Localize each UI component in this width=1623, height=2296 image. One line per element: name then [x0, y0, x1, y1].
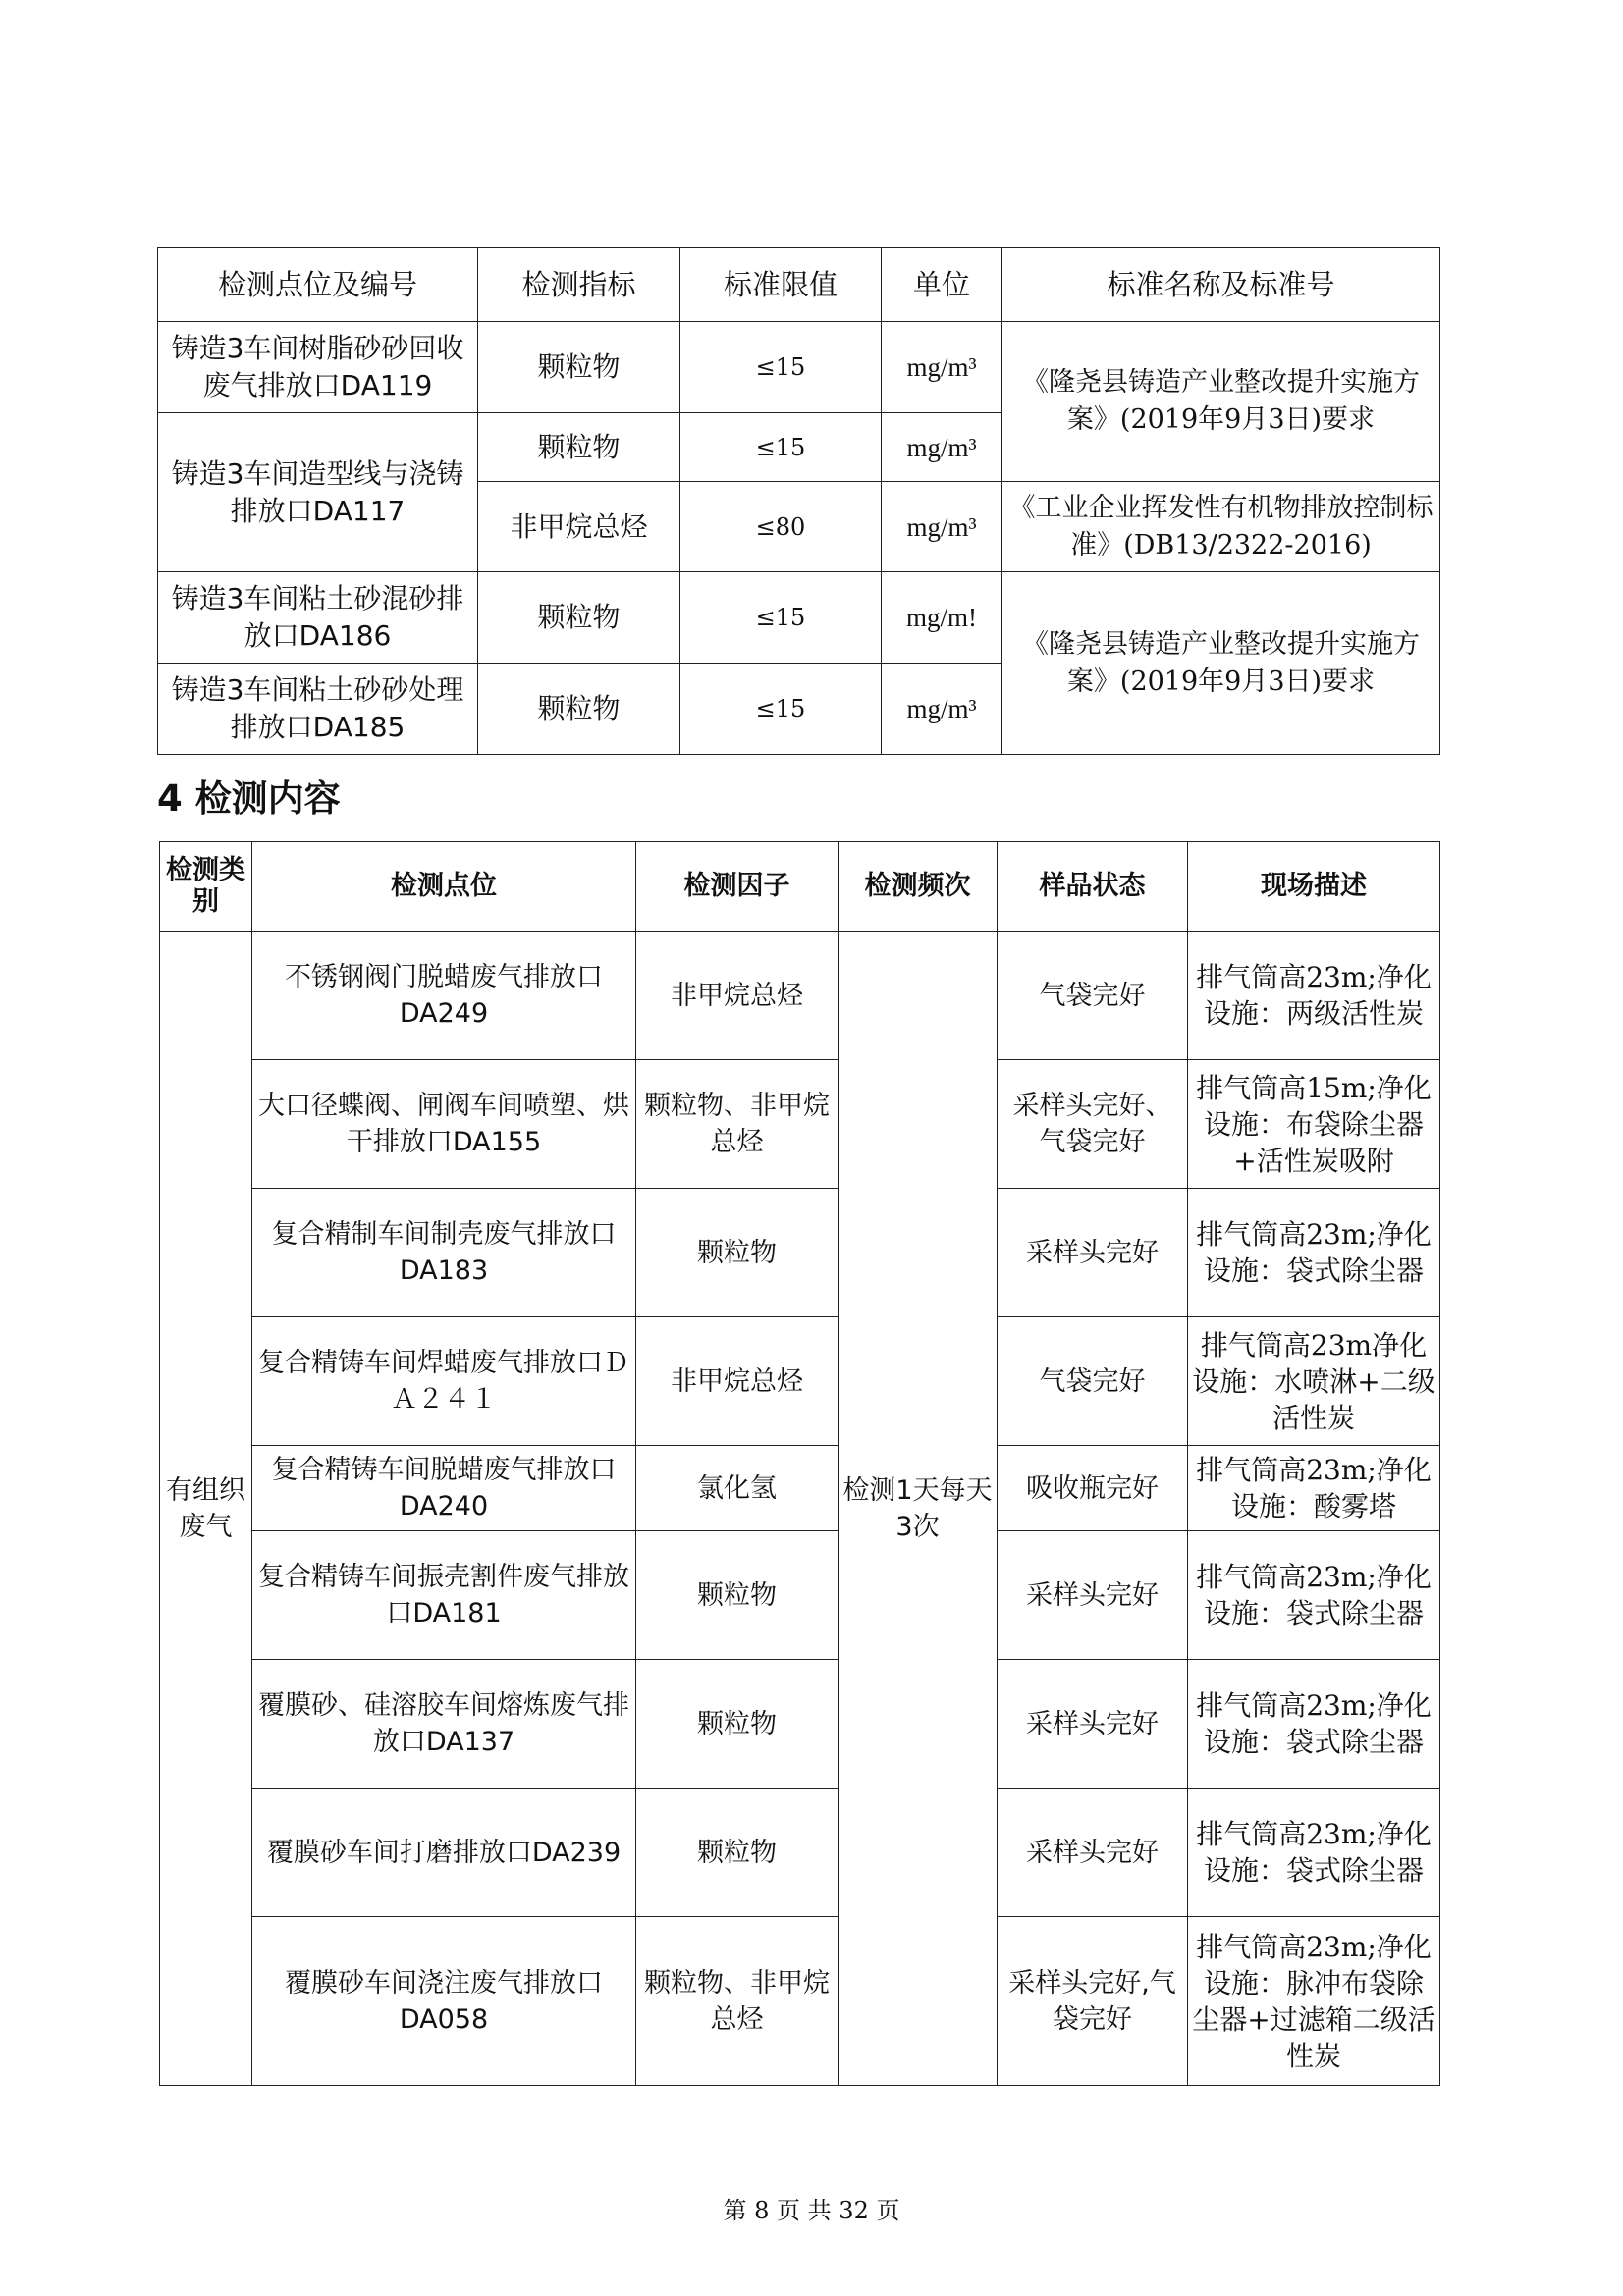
point-cell: 铸造3车间粘土砂砂处理排放口DA185 — [158, 664, 478, 755]
desc-cell: 排气筒高23m;净化设施：袋式除尘器 — [1188, 1660, 1440, 1789]
factor-cell: 颗粒物 — [636, 1789, 839, 1917]
limit-cell: ≤15 — [680, 572, 882, 664]
point-cell: 复合精铸车间振壳割件废气排放口DA181 — [252, 1531, 636, 1660]
desc-cell: 排气筒高23m;净化设施：袋式除尘器 — [1188, 1189, 1440, 1317]
header-cell: 样品状态 — [998, 842, 1188, 932]
point-cell: 复合精制车间制壳废气排放口DA183 — [252, 1189, 636, 1317]
state-cell: 采样头完好 — [998, 1531, 1188, 1660]
point-cell: 覆膜砂车间浇注废气排放口DA058 — [252, 1917, 636, 2086]
indicator-cell: 颗粒物 — [478, 572, 680, 664]
limit-cell: ≤15 — [680, 664, 882, 755]
state-cell: 气袋完好 — [998, 932, 1188, 1060]
table-row — [158, 322, 1440, 413]
state-cell: 采样头完好 — [998, 1660, 1188, 1789]
page-footer: 第 8 页 共 32 页 — [723, 2197, 900, 2224]
unit-cell: mg/m! — [882, 572, 1002, 664]
table-row — [160, 1189, 1440, 1317]
table-row — [160, 1446, 1440, 1531]
point-cell: 覆膜砂车间打磨排放口DA239 — [252, 1789, 636, 1917]
table-header-row — [160, 842, 1440, 932]
desc-cell: 排气筒高23m;净化设施：袋式除尘器 — [1188, 1789, 1440, 1917]
indicator-cell: 颗粒物 — [478, 413, 680, 482]
point-cell: 大口径蝶阀、闸阀车间喷塑、烘干排放口DA155 — [252, 1060, 636, 1189]
table-row — [160, 1060, 1440, 1189]
table-row — [160, 1660, 1440, 1789]
table-header-row — [158, 248, 1440, 322]
table-row — [158, 572, 1440, 664]
factor-cell: 颗粒物 — [636, 1531, 839, 1660]
state-cell: 采样头完好 — [998, 1789, 1188, 1917]
header-cell: 现场描述 — [1188, 842, 1440, 932]
state-cell: 气袋完好 — [998, 1317, 1188, 1446]
unit-cell: mg/m³ — [882, 664, 1002, 755]
indicator-cell: 颗粒物 — [478, 322, 680, 413]
header-cell: 检测指标 — [478, 248, 680, 322]
indicator-cell: 颗粒物 — [478, 664, 680, 755]
factor-cell: 非甲烷总烃 — [636, 932, 839, 1060]
state-cell: 采样头完好,气袋完好 — [998, 1917, 1188, 2086]
factor-cell: 颗粒物、非甲烷总烃 — [636, 1917, 839, 2086]
table-row — [160, 1789, 1440, 1917]
limit-cell: ≤15 — [680, 413, 882, 482]
state-cell: 吸收瓶完好 — [998, 1446, 1188, 1531]
unit-cell: mg/m³ — [882, 413, 1002, 482]
factor-cell: 颗粒物 — [636, 1189, 839, 1317]
detection-table — [159, 841, 1440, 2086]
point-cell: 复合精铸车间焊蜡废气排放口ＤＡ２４１ — [252, 1317, 636, 1446]
desc-cell: 排气筒高23m;净化设施：袋式除尘器 — [1188, 1531, 1440, 1660]
section-title: 4 检测内容 — [157, 777, 341, 820]
desc-cell: 排气筒高23m;净化设施：脉冲布袋除尘器+过滤箱二级活性炭 — [1188, 1917, 1440, 2086]
header-cell: 检测频次 — [839, 842, 998, 932]
standard-cell: 《隆尧县铸造产业整改提升实施方案》(2019年9月3日)要求 — [1002, 572, 1440, 755]
limit-cell: ≤15 — [680, 322, 882, 413]
header-cell: 检测点位 — [252, 842, 636, 932]
header-cell: 标准名称及标准号 — [1002, 248, 1440, 322]
limit-cell: ≤80 — [680, 482, 882, 572]
point-cell: 铸造3车间粘土砂混砂排放口DA186 — [158, 572, 478, 664]
header-cell: 检测类别 — [160, 842, 252, 932]
standard-cell: 《隆尧县铸造产业整改提升实施方案》(2019年9月3日)要求 — [1002, 322, 1440, 482]
header-cell: 单位 — [882, 248, 1002, 322]
header-cell: 检测因子 — [636, 842, 839, 932]
standards-table — [157, 247, 1440, 755]
factor-cell: 非甲烷总烃 — [636, 1317, 839, 1446]
desc-cell: 排气筒高23m;净化设施：两级活性炭 — [1188, 932, 1440, 1060]
factor-cell: 氯化氢 — [636, 1446, 839, 1531]
point-cell: 铸造3车间树脂砂砂回收废气排放口DA119 — [158, 322, 478, 413]
state-cell: 采样头完好 — [998, 1189, 1188, 1317]
desc-cell: 排气筒高23m净化设施：水喷淋+二级活性炭 — [1188, 1317, 1440, 1446]
point-cell: 复合精铸车间脱蜡废气排放口DA240 — [252, 1446, 636, 1531]
header-cell: 标准限值 — [680, 248, 882, 322]
unit-cell: mg/m³ — [882, 482, 1002, 572]
indicator-cell: 非甲烷总烃 — [478, 482, 680, 572]
table-row — [160, 932, 1440, 1060]
frequency-cell: 检测1天每天3次 — [839, 932, 998, 2086]
table-row — [160, 1531, 1440, 1660]
table-row — [160, 1317, 1440, 1446]
desc-cell: 排气筒高23m;净化设施：酸雾塔 — [1188, 1446, 1440, 1531]
category-cell: 有组织废气 — [160, 932, 252, 2086]
header-cell: 检测点位及编号 — [158, 248, 478, 322]
standard-cell: 《工业企业挥发性有机物排放控制标准》(DB13/2322-2016) — [1002, 482, 1440, 572]
point-cell: 覆膜砂、硅溶胶车间熔炼废气排放口DA137 — [252, 1660, 636, 1789]
unit-cell: mg/m³ — [882, 322, 1002, 413]
factor-cell: 颗粒物、非甲烷总烃 — [636, 1060, 839, 1189]
desc-cell: 排气筒高15m;净化设施：布袋除尘器+活性炭吸附 — [1188, 1060, 1440, 1189]
factor-cell: 颗粒物 — [636, 1660, 839, 1789]
point-cell: 铸造3车间造型线与浇铸排放口DA117 — [158, 413, 478, 572]
state-cell: 采样头完好、气袋完好 — [998, 1060, 1188, 1189]
point-cell: 不锈钢阀门脱蜡废气排放口DA249 — [252, 932, 636, 1060]
table-row — [160, 1917, 1440, 2086]
